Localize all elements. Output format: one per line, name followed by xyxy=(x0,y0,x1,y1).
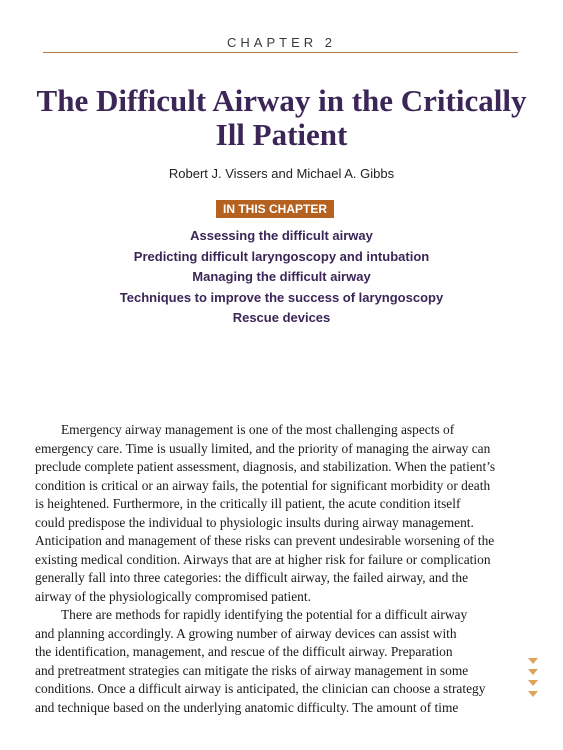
in-this-chapter-badge: IN THIS CHAPTER xyxy=(216,200,334,218)
continue-arrows-icon xyxy=(528,658,540,702)
text-line: Anticipation and management of these risks can prevent undesirable worsening of the xyxy=(35,533,495,548)
body-text xyxy=(35,421,520,717)
chevron-down-icon xyxy=(528,691,538,697)
chapter-label: CHAPTER 2 xyxy=(227,35,336,50)
paragraph-2 xyxy=(35,606,520,717)
topic-item: Assessing the difficult airway xyxy=(190,228,373,243)
text-line: airway of the physiologically compromised patient. xyxy=(35,588,311,604)
text-line: is heightened. Furthermore, in the critically ill patient, the acute condition itself xyxy=(35,496,461,511)
text-line: There are methods for rapidly identifying the potential for a difficult airway xyxy=(61,607,468,622)
topic-item: Techniques to improve the success of laryngoscopy xyxy=(119,289,444,305)
chevron-down-icon xyxy=(528,658,538,664)
text-line: preclude complete patient assessment, diagnosis, and stabilization. When the patient’s xyxy=(35,459,496,474)
text-line: conditions. Once a difficult airway is anticipated, the clinician can choose a strategy xyxy=(35,681,486,696)
chapter-title: The Difficult Airway in the Critically Ill Patient xyxy=(36,83,527,152)
text-line: emergency care. Time is usually limited, and the priority of managing the airway can xyxy=(35,440,491,456)
text-line: Emergency airway management is one of the most challenging aspects of xyxy=(61,422,455,437)
text-line: and pretreatment strategies can mitigate the risks of airway management in some xyxy=(35,662,469,678)
text-line: and technique based on the underlying anatomic difficulty. The amount of time xyxy=(35,699,459,715)
text-line: generally fall into three categories: the difficult airway, the failed airway, and the xyxy=(35,570,469,585)
chapter-topics-list xyxy=(0,226,563,329)
text-line: the identification, management, and rescue of the difficult airway. Preparation xyxy=(35,644,453,659)
chapter-divider xyxy=(43,52,518,53)
authors: Robert J. Vissers and Michael A. Gibbs xyxy=(168,166,395,181)
text-line: and planning accordingly. A growing number of airway devices can assist with xyxy=(35,625,457,641)
chevron-down-icon xyxy=(528,669,538,675)
text-line: condition is critical or an airway fails, the potential for significant morbidity or death xyxy=(35,477,491,493)
topic-item: Managing the difficult airway xyxy=(192,269,371,284)
topic-item: Predicting difficult laryngoscopy and intubation xyxy=(133,248,430,264)
paragraph-1 xyxy=(35,421,520,606)
text-line: existing medical condition. Airways that are at higher risk for failure or complication xyxy=(35,551,491,567)
topic-item: Rescue devices xyxy=(232,310,331,325)
text-line: could predispose the individual to physiologic insults during airway management. xyxy=(35,514,474,530)
chevron-down-icon xyxy=(528,680,538,686)
